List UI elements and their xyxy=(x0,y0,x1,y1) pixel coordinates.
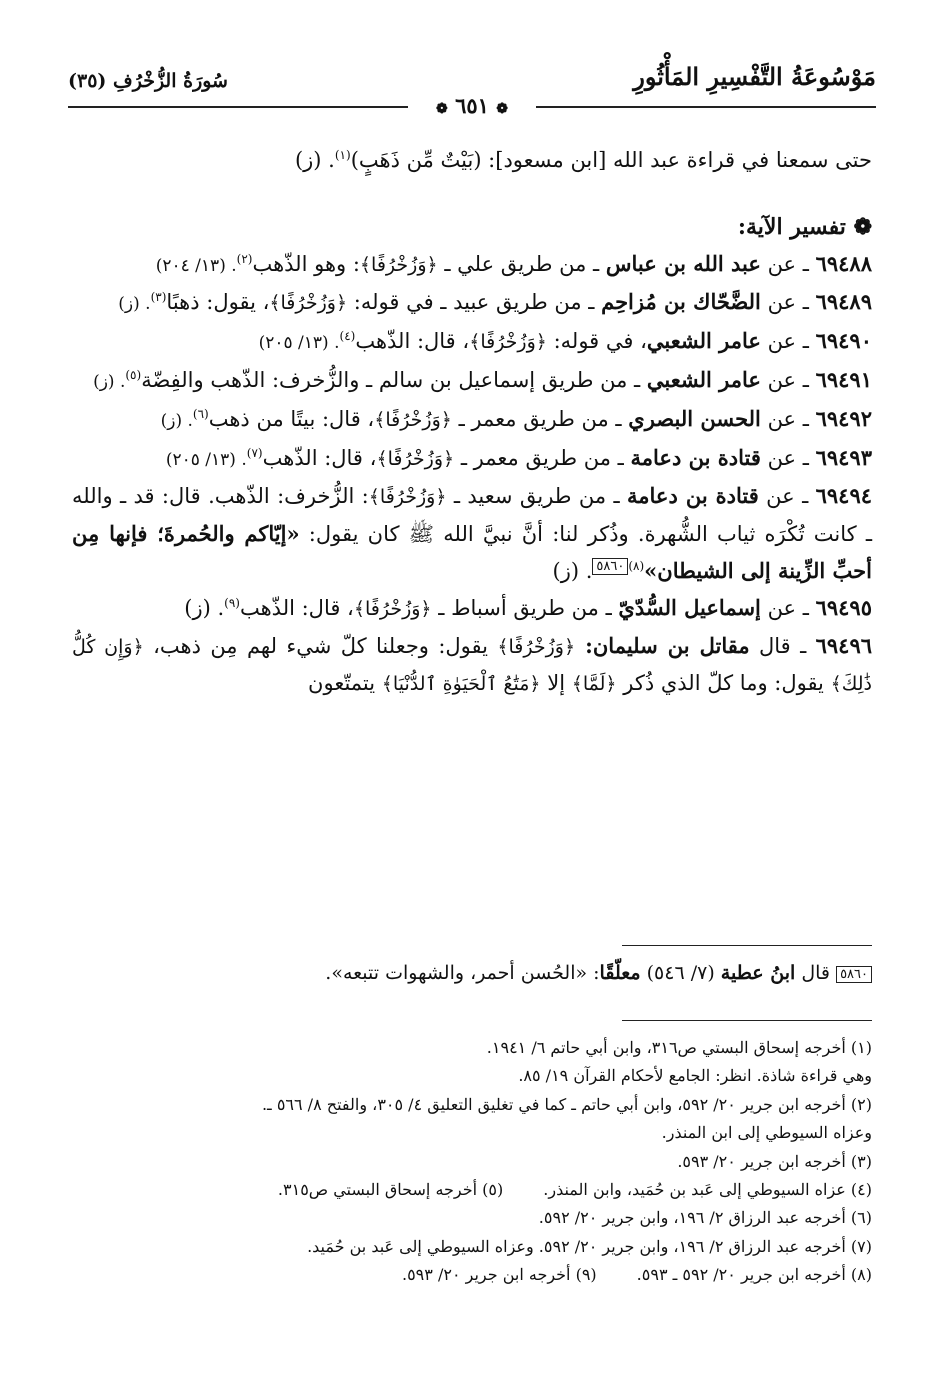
narrator-name: قتادة بن دعامة xyxy=(630,444,761,470)
entry-number: ٦٩٤٩٦ xyxy=(815,632,873,658)
footnote: (٧) أخرجه عبد الرزاق ٢/ ١٩٦، وابن جرير ٢٠/ ٥٩٢. وعزاه السيوطي إلى عَبد بن حُمَيد. xyxy=(307,1236,872,1256)
narrator-name: عامر الشعبي xyxy=(646,366,761,392)
narrator-name: عبد الله بن عباس xyxy=(605,250,761,276)
footnote-marker: (٦) xyxy=(192,406,209,421)
footnote: (٦) أخرجه عبد الرزاق ٢/ ١٩٦، وابن جرير ٢٠/ ٥٩٢. xyxy=(538,1208,872,1228)
quran-quote: ﴿مَتَٰعُ ٱلْحَيَوٰةِ ٱلدُّنْيَا﴾ xyxy=(381,673,541,696)
entry-69495: ٦٩٤٩٥ ـ عن إسماعيل السُّدّيّ ـ من طريق أسباط ـ ﴿وَزُخْرُفًا﴾، قال: الذّهب$^{(٩)}$. (ز) xyxy=(184,594,872,620)
narrator-name: مقاتل بن سليمان xyxy=(592,632,750,658)
hadith-quote: «إيّاكم والحُمرةَ؛ فإنها مِن أحبِّ الزِّينة إلى الشيطان» xyxy=(72,521,872,583)
footnote: (٢) أخرجه ابن جرير ٢٠/ ٥٩٢، وابن أبي حاتم ـ كما في تغليق التعليق ٤/ ٣٠٥، والفتح ٨/ ٥٦٦ ـ. xyxy=(261,1094,872,1114)
narrator-name: الضَّحّاك بن مُزاحِم xyxy=(601,289,761,315)
footnote: (٤) عزاه السيوطي إلى عَبد بن حُمَيد، وابن المنذر. xyxy=(543,1180,872,1200)
section-heading: ❁ تفسير الآية: xyxy=(737,213,872,240)
quran-quote: ﴿وَزُخْرُفًا﴾ xyxy=(353,597,432,620)
footnotes xyxy=(72,1034,872,1290)
entry-69491: ٦٩٤٩١ ـ عن عامر الشعبي ـ من طريق إسماعيل بن سالم ـ والزُّخرف: الذّهب والفِضّة$^{(٥)}$. (ز) xyxy=(93,366,872,392)
continuation-line: حتى سمعنا في قراءة عبد الله [ابن مسعود]: (بَيْتٌ مِّن ذَهَبٍ)$^{(١)}$. (ز) xyxy=(294,148,872,172)
comment-number-box: ٥٨٦٠ xyxy=(836,966,872,983)
narrator-name: عامر الشعبي xyxy=(646,328,761,354)
quran-quote: ﴿وَزُخْرُفًا﴾ xyxy=(269,292,348,315)
footnote-marker: (٨) xyxy=(628,558,645,573)
running-header xyxy=(68,58,876,118)
cross-reference: . (ز) xyxy=(160,410,193,431)
entry-number: ٦٩٤٩٥ xyxy=(815,594,872,620)
surah-title: سُورَةُ الزُّخْرُفِ (٣٥) xyxy=(68,70,228,92)
footnote-marker: (٩) xyxy=(224,595,240,610)
footnote-marker: (٧) xyxy=(246,445,263,460)
cross-reference: . (١٣/ ٢٠٤) xyxy=(155,255,237,276)
quran-quote: ﴿وَزُخْرُفًا﴾ xyxy=(469,331,547,354)
comment-divider xyxy=(622,945,872,946)
entry-number: ٦٩٤٨٩ xyxy=(815,289,872,315)
footnote-marker: (٥) xyxy=(125,367,142,382)
footnote-row xyxy=(72,1261,872,1289)
cross-reference: . (١٣/ ٢٠٥) xyxy=(258,333,340,354)
footnote-row xyxy=(72,1176,872,1204)
cross-reference: . (١٣/ ٢٠٥) xyxy=(165,449,247,470)
quran-quote: ﴿وَزُخْرُفًا﴾ xyxy=(359,253,438,276)
footnote: (٣) أخرجه ابن جرير ٢٠/ ٥٩٣. xyxy=(677,1151,872,1171)
entry-69493: ٦٩٤٩٣ ـ عن قتادة بن دعامة ـ من طريق معمر ـ ﴿وَزُخْرُفًا﴾، قال: الذّهب$^{(٧)}$. (١٣/ ٢٠٥) xyxy=(165,444,872,470)
quran-quote: ﴿لَمَّا﴾ xyxy=(571,673,617,696)
footnote: (٩) أخرجه ابن جرير ٢٠/ ٥٩٣. xyxy=(401,1265,597,1285)
quran-quote: ﴿وَزُخْرُفًا﴾ xyxy=(376,447,455,470)
footnote-marker: (٢) xyxy=(236,251,253,266)
entry-number: ٦٩٤٨٨ xyxy=(815,250,872,276)
entry-69489: ٦٩٤٨٩ ـ عن الضَّحّاك بن مُزاحِم ـ من طريق عبيد ـ في قوله: ﴿وَزُخْرُفًا﴾، يقول: ذهبًا$^{(٣)}$. (ز) xyxy=(118,289,872,315)
footnote-marker: (١) xyxy=(334,148,351,162)
book-title: مَوْسُوعَةُ التَّفْسِيرِ المَأْثُورِ xyxy=(633,62,876,91)
quran-quote: ﴿وَزُخْرُفًا﴾ xyxy=(374,408,452,431)
narrator-name: قتادة بن دعامة xyxy=(627,483,759,509)
comment-marker-box: ٥٨٦٠ xyxy=(592,558,628,575)
footnote: (٨) أخرجه ابن جرير ٢٠/ ٥٩٢ ـ ٥٩٣. xyxy=(636,1265,872,1285)
main-text xyxy=(72,142,872,703)
entry-69490: ٦٩٤٩٠ ـ عن عامر الشعبي، في قوله: ﴿وَزُخْرُفًا﴾، قال: الذّهب$^{(٤)}$. (١٣/ ٢٠٥) xyxy=(258,328,872,354)
cross-reference: . (ز) xyxy=(93,371,126,392)
narrator-name: الحسن البصري xyxy=(628,405,761,431)
footnote: وهي قراءة شاذة. انظر: الجامع لأحكام القرآن ١٩/ ٨٥. xyxy=(518,1066,872,1086)
footnote-divider xyxy=(622,1020,872,1021)
quran-quote: ﴿وَزُخْرُفًا﴾ xyxy=(368,486,447,509)
page-number: ٦٥١ xyxy=(455,93,489,118)
entry-number: ٦٩٤٩١ xyxy=(815,366,872,392)
footnote-marker: (٣) xyxy=(150,290,167,305)
entry-number: ٦٩٤٩٣ xyxy=(815,444,872,470)
entry-69492: ٦٩٤٩٢ ـ عن الحسن البصري ـ من طريق معمر ـ ﴿وَزُخْرُفًا﴾، قال: بيتًا من ذهب$^{(٦)}$. (ز) xyxy=(160,405,872,431)
entry-number: ٦٩٤٩٠ xyxy=(815,328,872,354)
footnote: (١) أخرجه إسحاق البستي ص٣١٦، وابن أبي حاتم ٦/ ١٩٤١. xyxy=(486,1038,872,1057)
entry-number: ٦٩٤٩٤ xyxy=(815,483,873,509)
footnote: وعزاه السيوطي إلى ابن المنذر. xyxy=(661,1123,872,1143)
page-number-block xyxy=(68,92,876,122)
ornament-icon: ❁ xyxy=(436,101,448,117)
entry-69488: ٦٩٤٨٨ ـ عن عبد الله بن عباس ـ من طريق علي ـ ﴿وَزُخْرُفًا﴾: وهو الذّهب$^{(٢)}$. (١٣/ ٢٠٤) xyxy=(155,250,872,276)
entry-number: ٦٩٤٩٢ xyxy=(815,405,872,431)
entry-69494: ٦٩٤٩٤ ـ عن قتادة بن دعامة ـ من طريق سعيد ـ ﴿وَزُخْرُفًا﴾: الزُّخرف: الذّهب. قال: قد ـ والله ـ كانت تُكْرَه ثياب الشُّهرة. وذُكر لنا: أنَّ نبيَّ الله ﷺ كان يقول: «إيّاكم والحُمرةَ؛ فإنها مِن أحبِّ الزِّينة إلى الشيطان»$^{(٨)}$٥٨٦٠. (ز) xyxy=(72,483,873,583)
commentator-name: ابنُ عطية xyxy=(720,962,796,984)
entry-69496: ٦٩٤٩٦ ـ قال مقاتل بن سليمان: ﴿وَزُخْرُفًا﴾ يقول: وجعلنا كلّ شيء لهم مِن ذهب، ﴿وَإِن كُلُّ ذَٰلِكَ﴾ يقول: وما كلّ الذي ذُكر ﴿لَمَّا﴾ إلا ﴿مَتَٰعُ ٱلْحَيَوٰةِ ٱلدُّنْيَا﴾ يتمتّعون xyxy=(72,632,873,696)
footnote-marker: (٤) xyxy=(339,329,356,344)
cross-reference: . (ز) xyxy=(118,294,151,315)
quran-quote: ﴿وَإِن كُلُّ ذَٰلِكَ﴾ xyxy=(72,635,872,696)
ornament-icon: ❁ xyxy=(496,101,508,117)
footnote: (٥) أخرجه إسحاق البستي ص٣١٥. xyxy=(277,1180,504,1200)
quran-quote: ﴿وَزُخْرُفًا﴾ xyxy=(497,635,576,658)
narrator-name: إسماعيل السُّدّيّ xyxy=(618,594,761,620)
commentary-note: ٥٨٦٠ قال ابنُ عطية (٧/ ٥٤٦) معلّقًا: «الحُسن أحمر، والشهوات تتبعه». xyxy=(72,958,872,988)
